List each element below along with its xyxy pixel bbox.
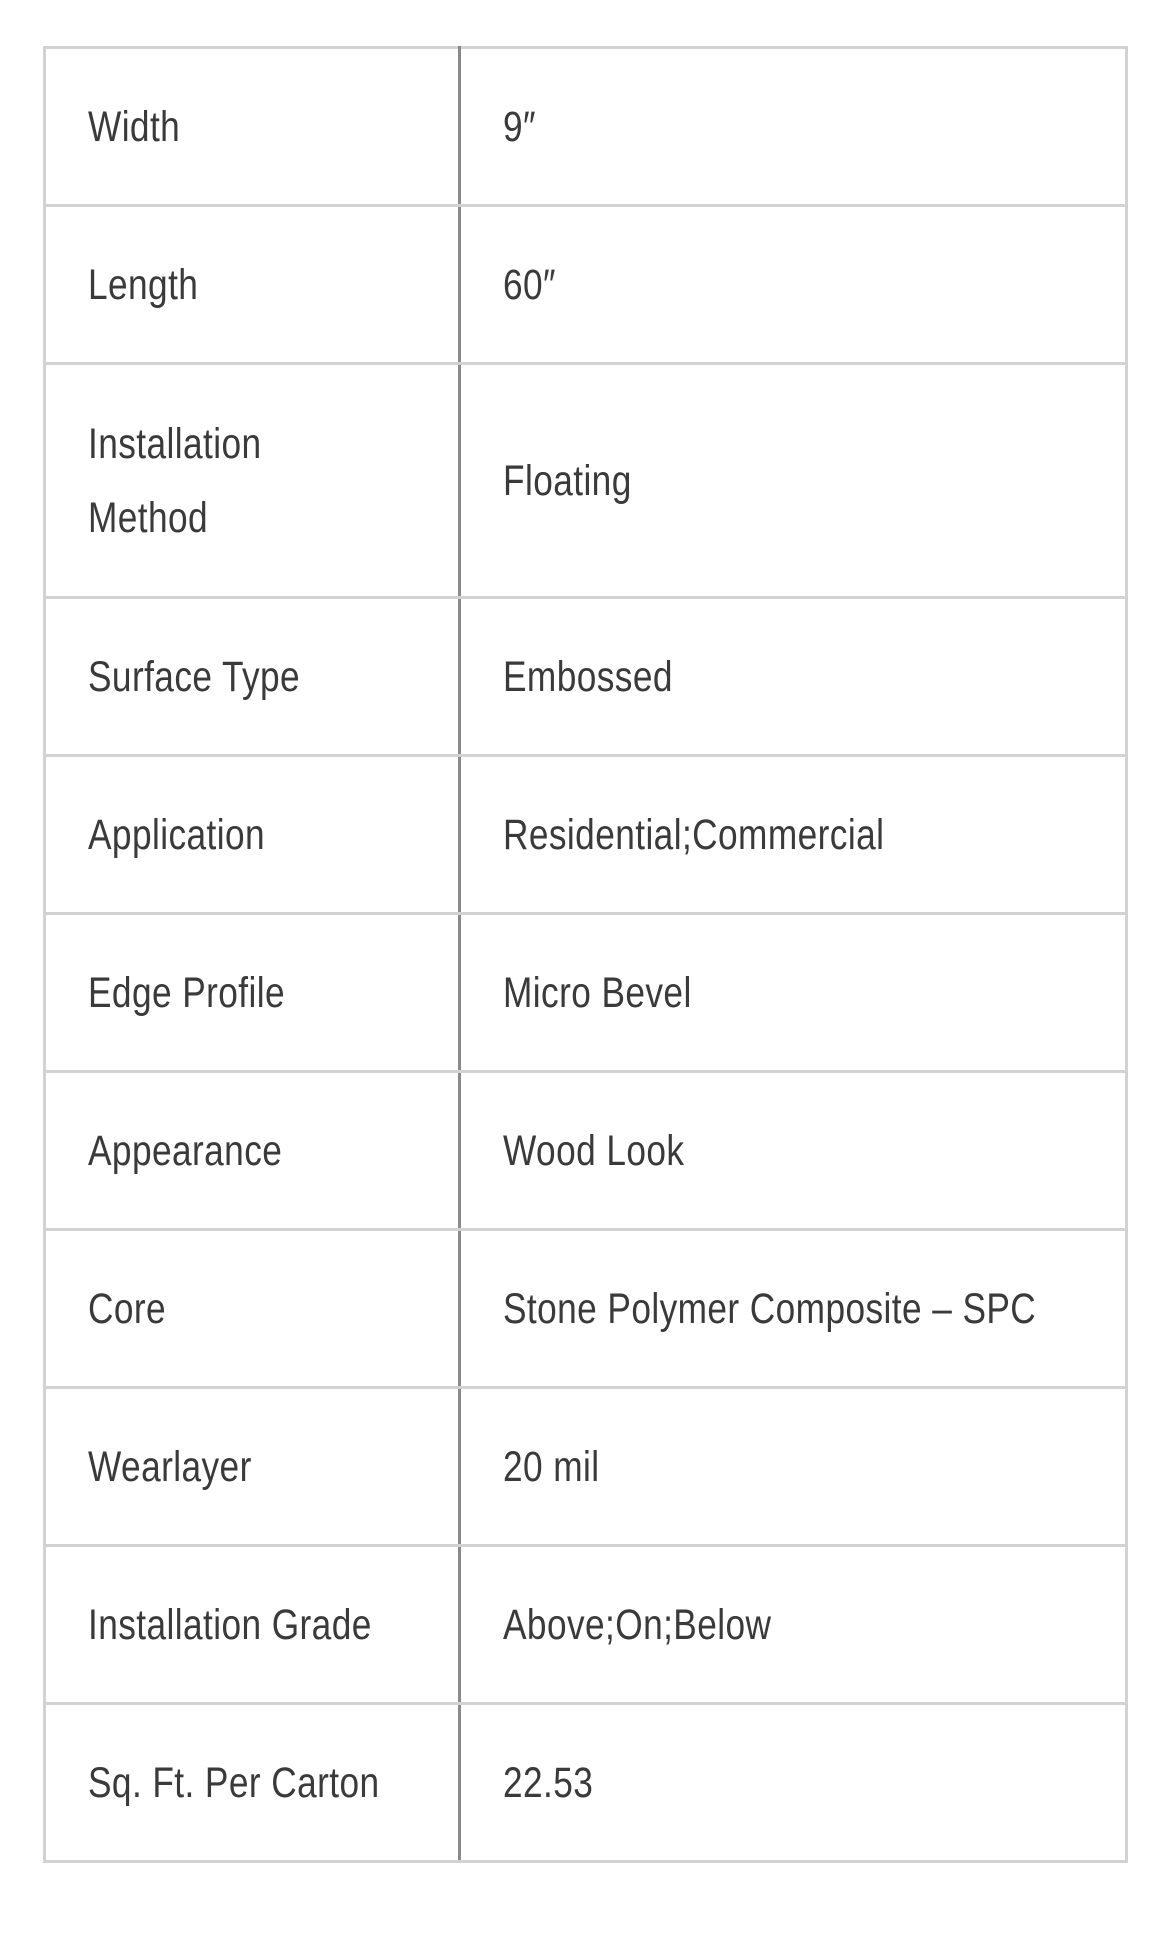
spec-value: Micro Bevel bbox=[503, 968, 692, 1017]
table-row bbox=[45, 1230, 1127, 1388]
table-row bbox=[45, 1546, 1127, 1704]
spec-value-cell bbox=[460, 48, 1127, 206]
spec-value-cell bbox=[460, 206, 1127, 364]
spec-value: 20 mil bbox=[503, 1442, 600, 1491]
spec-label: Application bbox=[88, 810, 266, 859]
spec-value: Wood Look bbox=[503, 1126, 685, 1175]
spec-value: Above;On;Below bbox=[503, 1600, 772, 1649]
spec-label-cell bbox=[45, 1388, 460, 1546]
spec-value-cell bbox=[460, 914, 1127, 1072]
spec-label-cell bbox=[45, 1704, 460, 1862]
spec-label: Installation Method bbox=[88, 419, 262, 542]
table-row bbox=[45, 1072, 1127, 1230]
spec-value: 9″ bbox=[503, 102, 536, 151]
spec-value-cell bbox=[460, 1546, 1127, 1704]
spec-value-cell bbox=[460, 1388, 1127, 1546]
spec-value: 22.53 bbox=[503, 1758, 594, 1807]
spec-label: Sq. Ft. Per Carton bbox=[88, 1758, 380, 1807]
spec-value-cell bbox=[460, 756, 1127, 914]
spec-value-cell bbox=[460, 1072, 1127, 1230]
spec-label-cell bbox=[45, 1546, 460, 1704]
spec-label-cell bbox=[45, 364, 460, 598]
spec-label: Edge Profile bbox=[88, 968, 286, 1017]
spec-label-cell bbox=[45, 48, 460, 206]
spec-label-cell bbox=[45, 598, 460, 756]
spec-label: Surface Type bbox=[88, 652, 301, 701]
table-row bbox=[45, 364, 1127, 598]
table-row bbox=[45, 1704, 1127, 1862]
spec-label: Length bbox=[88, 260, 199, 309]
spec-value-cell bbox=[460, 1704, 1127, 1862]
spec-label: Installation Grade bbox=[88, 1600, 372, 1649]
spec-label-cell bbox=[45, 914, 460, 1072]
table-row bbox=[45, 206, 1127, 364]
spec-label: Width bbox=[88, 102, 181, 151]
table-row bbox=[45, 598, 1127, 756]
spec-label-cell bbox=[45, 1230, 460, 1388]
spec-label: Core bbox=[88, 1284, 167, 1333]
spec-value: Stone Polymer Composite – SPC bbox=[503, 1284, 1037, 1333]
spec-value: 60″ bbox=[503, 260, 556, 309]
table-row bbox=[45, 1388, 1127, 1546]
spec-value: Floating bbox=[503, 456, 632, 505]
spec-label-cell bbox=[45, 1072, 460, 1230]
spec-label-cell bbox=[45, 206, 460, 364]
spec-value: Residential;Commercial bbox=[503, 810, 885, 859]
spec-value: Embossed bbox=[503, 652, 673, 701]
spec-value-cell bbox=[460, 598, 1127, 756]
table-row bbox=[45, 914, 1127, 1072]
spec-value-cell bbox=[460, 364, 1127, 598]
spec-label: Appearance bbox=[88, 1126, 283, 1175]
spec-label: Wearlayer bbox=[88, 1442, 252, 1491]
spec-label-cell bbox=[45, 756, 460, 914]
table-row bbox=[45, 48, 1127, 206]
spec-value-cell bbox=[460, 1230, 1127, 1388]
specifications-table bbox=[43, 46, 1128, 1863]
table-row bbox=[45, 756, 1127, 914]
